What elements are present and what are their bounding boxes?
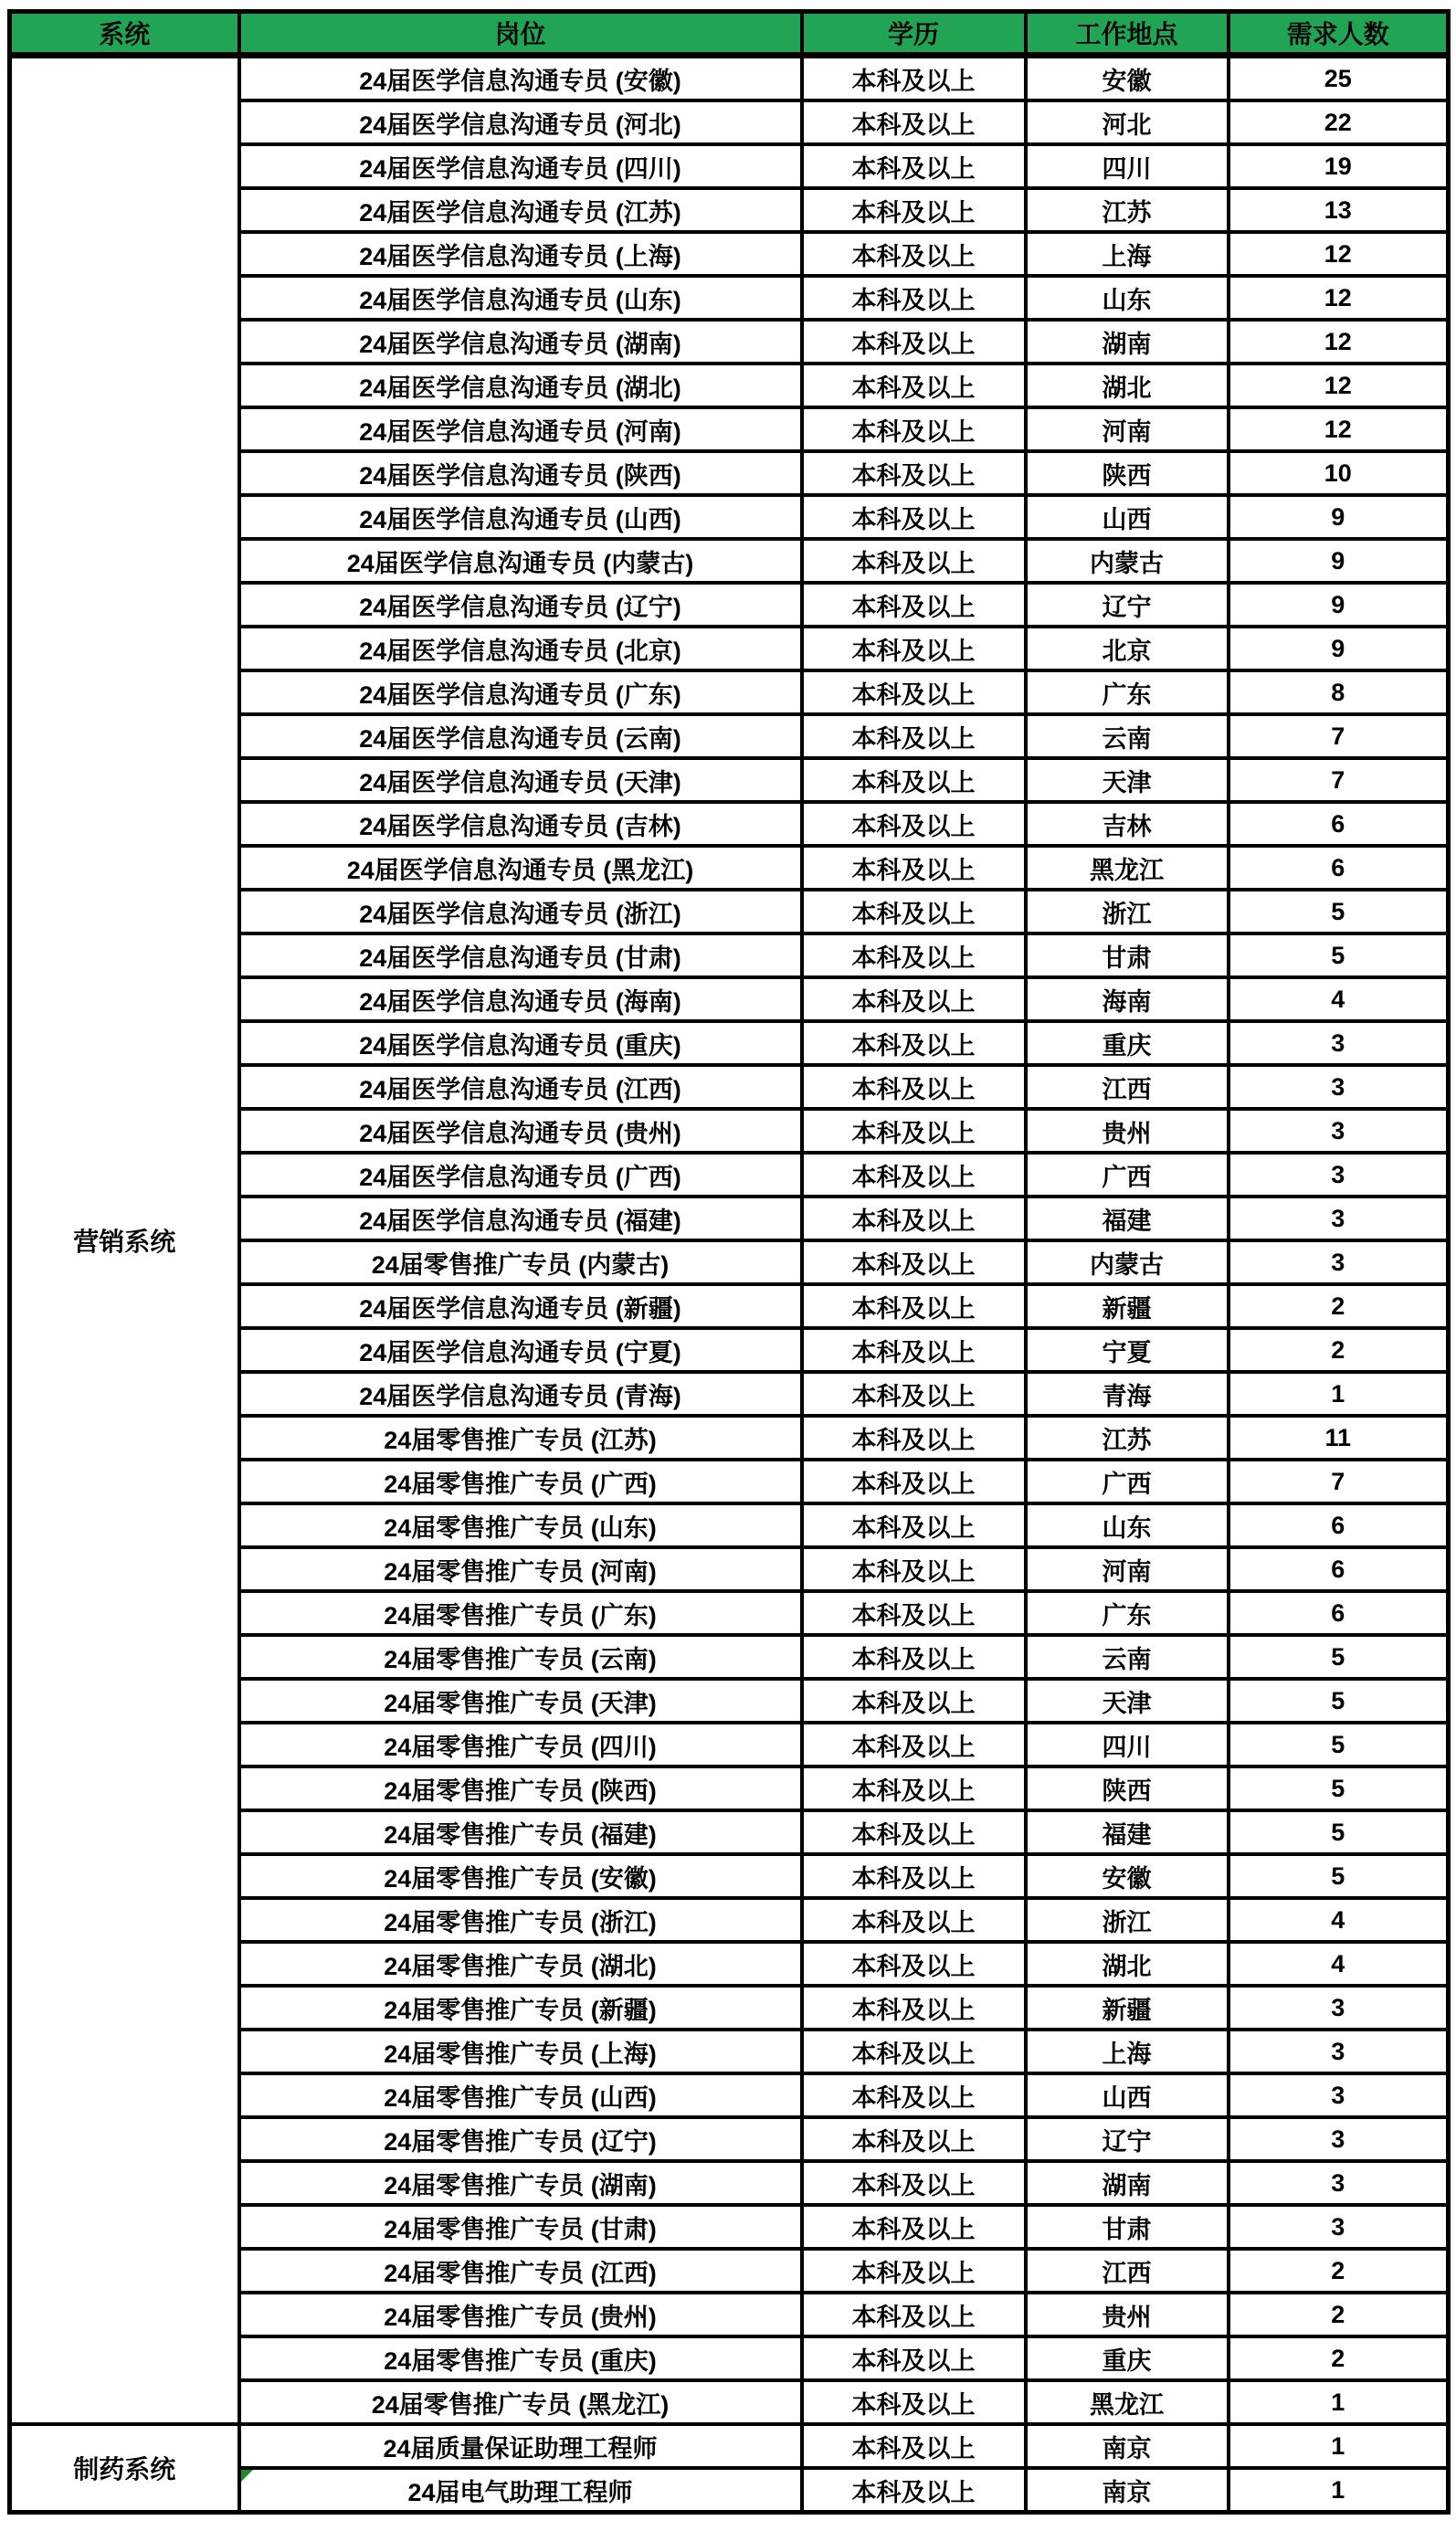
location-cell: 湖北: [1026, 364, 1229, 407]
location-cell: 黑龙江: [1026, 2380, 1229, 2424]
position-cell: 24届零售推广专员 (安徽): [239, 1854, 802, 1898]
location-cell: 湖南: [1026, 2161, 1229, 2205]
count-cell: 9: [1229, 627, 1449, 670]
header-education: 学历: [802, 12, 1026, 56]
education-cell: 本科及以上: [802, 1635, 1026, 1679]
count-cell: 2: [1229, 2293, 1449, 2336]
count-cell: 3: [1229, 1065, 1449, 1109]
education-cell: 本科及以上: [802, 1153, 1026, 1197]
location-cell: 四川: [1026, 1723, 1229, 1766]
position-cell: 24届医学信息沟通专员 (四川): [239, 144, 802, 188]
location-cell: 南京: [1026, 2424, 1229, 2468]
position-cell: 24届医学信息沟通专员 (辽宁): [239, 583, 802, 627]
count-cell: 13: [1229, 188, 1449, 232]
education-cell: 本科及以上: [802, 276, 1026, 320]
header-system: 系统: [10, 12, 239, 56]
location-cell: 宁夏: [1026, 1328, 1229, 1372]
education-cell: 本科及以上: [802, 495, 1026, 539]
location-cell: 辽宁: [1026, 583, 1229, 627]
education-cell: 本科及以上: [802, 1109, 1026, 1153]
location-cell: 湖北: [1026, 1942, 1229, 1986]
location-cell: 福建: [1026, 1810, 1229, 1854]
count-cell: 10: [1229, 451, 1449, 495]
location-cell: 山东: [1026, 1503, 1229, 1547]
education-cell: 本科及以上: [802, 1591, 1026, 1635]
count-cell: 2: [1229, 1284, 1449, 1328]
count-cell: 12: [1229, 276, 1449, 320]
position-cell: 24届零售推广专员 (江西): [239, 2249, 802, 2293]
position-cell: 24届医学信息沟通专员 (湖北): [239, 364, 802, 407]
location-cell: 江西: [1026, 2249, 1229, 2293]
education-cell: 本科及以上: [802, 890, 1026, 933]
position-cell: 24届零售推广专员 (贵州): [239, 2293, 802, 2336]
count-cell: 5: [1229, 890, 1449, 933]
position-cell: 24届医学信息沟通专员 (云南): [239, 714, 802, 758]
location-cell: 新疆: [1026, 1284, 1229, 1328]
education-cell: 本科及以上: [802, 627, 1026, 670]
education-cell: 本科及以上: [802, 2030, 1026, 2073]
education-cell: 本科及以上: [802, 2249, 1026, 2293]
position-cell: 24届医学信息沟通专员 (黑龙江): [239, 846, 802, 890]
education-cell: 本科及以上: [802, 2424, 1026, 2468]
position-cell: 24届医学信息沟通专员 (北京): [239, 627, 802, 670]
education-cell: 本科及以上: [802, 1240, 1026, 1284]
position-cell: 24届医学信息沟通专员 (山东): [239, 276, 802, 320]
count-cell: 3: [1229, 2205, 1449, 2249]
count-cell: 7: [1229, 1460, 1449, 1503]
position-cell: 24届零售推广专员 (山西): [239, 2073, 802, 2117]
location-cell: 江西: [1026, 1065, 1229, 1109]
count-cell: 6: [1229, 1591, 1449, 1635]
position-cell: 24届医学信息沟通专员 (湖南): [239, 320, 802, 364]
position-cell: 24届医学信息沟通专员 (山西): [239, 495, 802, 539]
education-cell: 本科及以上: [802, 1547, 1026, 1591]
system-cell: 制药系统: [10, 2424, 239, 2513]
position-cell: 24届医学信息沟通专员 (宁夏): [239, 1328, 802, 1372]
education-cell: 本科及以上: [802, 1986, 1026, 2030]
location-cell: 山东: [1026, 276, 1229, 320]
position-cell: 24届医学信息沟通专员 (青海): [239, 1372, 802, 1416]
count-cell: 4: [1229, 977, 1449, 1021]
education-cell: 本科及以上: [802, 2117, 1026, 2161]
header-count: 需求人数: [1229, 12, 1449, 56]
job-table: [7, 9, 1451, 2515]
education-cell: 本科及以上: [802, 1679, 1026, 1723]
location-cell: 北京: [1026, 627, 1229, 670]
education-cell: 本科及以上: [802, 1416, 1026, 1460]
location-cell: 贵州: [1026, 1109, 1229, 1153]
education-cell: 本科及以上: [802, 1942, 1026, 1986]
position-cell: 24届零售推广专员 (甘肃): [239, 2205, 802, 2249]
location-cell: 安徽: [1026, 1854, 1229, 1898]
education-cell: 本科及以上: [802, 802, 1026, 846]
count-cell: 22: [1229, 100, 1449, 144]
position-cell: 24届医学信息沟通专员 (甘肃): [239, 933, 802, 977]
education-cell: 本科及以上: [802, 1854, 1026, 1898]
position-cell: 24届零售推广专员 (湖北): [239, 1942, 802, 1986]
location-cell: 黑龙江: [1026, 846, 1229, 890]
location-cell: 天津: [1026, 758, 1229, 802]
location-cell: 福建: [1026, 1197, 1229, 1240]
location-cell: 广西: [1026, 1153, 1229, 1197]
position-cell: 24届医学信息沟通专员 (天津): [239, 758, 802, 802]
position-cell: 24届零售推广专员 (山东): [239, 1503, 802, 1547]
location-cell: 内蒙古: [1026, 539, 1229, 583]
location-cell: 辽宁: [1026, 2117, 1229, 2161]
location-cell: 广西: [1026, 1460, 1229, 1503]
position-cell: 24届医学信息沟通专员 (浙江): [239, 890, 802, 933]
count-cell: 2: [1229, 1328, 1449, 1372]
position-cell: 24届电气助理工程师: [239, 2468, 802, 2513]
count-cell: 6: [1229, 1547, 1449, 1591]
count-cell: 3: [1229, 1021, 1449, 1065]
count-cell: 12: [1229, 364, 1449, 407]
position-cell: 24届零售推广专员 (内蒙古): [239, 1240, 802, 1284]
education-cell: 本科及以上: [802, 2205, 1026, 2249]
count-cell: 2: [1229, 2249, 1449, 2293]
count-cell: 1: [1229, 2380, 1449, 2424]
count-cell: 3: [1229, 1109, 1449, 1153]
location-cell: 内蒙古: [1026, 1240, 1229, 1284]
table-row: [10, 56, 1449, 101]
location-cell: 上海: [1026, 2030, 1229, 2073]
count-cell: 5: [1229, 1766, 1449, 1810]
education-cell: 本科及以上: [802, 977, 1026, 1021]
count-cell: 25: [1229, 56, 1449, 101]
count-cell: 9: [1229, 539, 1449, 583]
location-cell: 山西: [1026, 2073, 1229, 2117]
count-cell: 3: [1229, 2161, 1449, 2205]
location-cell: 重庆: [1026, 1021, 1229, 1065]
count-cell: 5: [1229, 1854, 1449, 1898]
location-cell: 四川: [1026, 144, 1229, 188]
position-cell: 24届零售推广专员 (陕西): [239, 1766, 802, 1810]
position-cell: 24届医学信息沟通专员 (陕西): [239, 451, 802, 495]
position-cell: 24届零售推广专员 (辽宁): [239, 2117, 802, 2161]
position-cell: 24届零售推广专员 (福建): [239, 1810, 802, 1854]
location-cell: 吉林: [1026, 802, 1229, 846]
location-cell: 南京: [1026, 2468, 1229, 2513]
location-cell: 河北: [1026, 100, 1229, 144]
count-cell: 7: [1229, 714, 1449, 758]
count-cell: 3: [1229, 1153, 1449, 1197]
education-cell: 本科及以上: [802, 2073, 1026, 2117]
count-cell: 5: [1229, 1679, 1449, 1723]
position-cell: 24届医学信息沟通专员 (上海): [239, 232, 802, 276]
education-cell: 本科及以上: [802, 1766, 1026, 1810]
count-cell: 9: [1229, 495, 1449, 539]
position-cell: 24届医学信息沟通专员 (河北): [239, 100, 802, 144]
education-cell: 本科及以上: [802, 1372, 1026, 1416]
count-cell: 5: [1229, 1723, 1449, 1766]
education-cell: 本科及以上: [802, 1723, 1026, 1766]
count-cell: 5: [1229, 1810, 1449, 1854]
education-cell: 本科及以上: [802, 1810, 1026, 1854]
education-cell: 本科及以上: [802, 2336, 1026, 2380]
count-cell: 12: [1229, 232, 1449, 276]
location-cell: 甘肃: [1026, 933, 1229, 977]
count-cell: 3: [1229, 1197, 1449, 1240]
location-cell: 云南: [1026, 714, 1229, 758]
position-cell: 24届零售推广专员 (新疆): [239, 1986, 802, 2030]
location-cell: 河南: [1026, 407, 1229, 451]
location-cell: 上海: [1026, 232, 1229, 276]
location-cell: 陕西: [1026, 451, 1229, 495]
location-cell: 江苏: [1026, 1416, 1229, 1460]
location-cell: 云南: [1026, 1635, 1229, 1679]
location-cell: 青海: [1026, 1372, 1229, 1416]
position-cell: 24届零售推广专员 (四川): [239, 1723, 802, 1766]
education-cell: 本科及以上: [802, 1065, 1026, 1109]
position-cell: 24届零售推广专员 (重庆): [239, 2336, 802, 2380]
education-cell: 本科及以上: [802, 1898, 1026, 1942]
position-cell: 24届医学信息沟通专员 (广西): [239, 1153, 802, 1197]
location-cell: 湖南: [1026, 320, 1229, 364]
position-cell: 24届医学信息沟通专员 (福建): [239, 1197, 802, 1240]
education-cell: 本科及以上: [802, 933, 1026, 977]
location-cell: 重庆: [1026, 2336, 1229, 2380]
education-cell: 本科及以上: [802, 2161, 1026, 2205]
count-cell: 19: [1229, 144, 1449, 188]
position-cell: 24届医学信息沟通专员 (江苏): [239, 188, 802, 232]
location-cell: 陕西: [1026, 1766, 1229, 1810]
position-cell: 24届零售推广专员 (黑龙江): [239, 2380, 802, 2424]
education-cell: 本科及以上: [802, 188, 1026, 232]
location-cell: 天津: [1026, 1679, 1229, 1723]
count-cell: 4: [1229, 1942, 1449, 1986]
count-cell: 1: [1229, 2468, 1449, 2513]
education-cell: 本科及以上: [802, 583, 1026, 627]
education-cell: 本科及以上: [802, 2380, 1026, 2424]
position-cell: 24届医学信息沟通专员 (安徽): [239, 56, 802, 101]
location-cell: 广东: [1026, 1591, 1229, 1635]
position-cell: 24届医学信息沟通专员 (江西): [239, 1065, 802, 1109]
count-cell: 3: [1229, 1240, 1449, 1284]
education-cell: 本科及以上: [802, 451, 1026, 495]
location-cell: 广东: [1026, 670, 1229, 714]
location-cell: 河南: [1026, 1547, 1229, 1591]
count-cell: 5: [1229, 933, 1449, 977]
position-cell: 24届医学信息沟通专员 (河南): [239, 407, 802, 451]
position-cell: 24届医学信息沟通专员 (新疆): [239, 1284, 802, 1328]
count-cell: 6: [1229, 846, 1449, 890]
count-cell: 8: [1229, 670, 1449, 714]
count-cell: 3: [1229, 1986, 1449, 2030]
position-cell: 24届零售推广专员 (上海): [239, 2030, 802, 2073]
table-header: [10, 12, 1449, 56]
header-location: 工作地点: [1026, 12, 1229, 56]
position-cell: 24届医学信息沟通专员 (海南): [239, 977, 802, 1021]
education-cell: 本科及以上: [802, 1284, 1026, 1328]
count-cell: 4: [1229, 1898, 1449, 1942]
position-cell: 24届零售推广专员 (湖南): [239, 2161, 802, 2205]
count-cell: 3: [1229, 2117, 1449, 2161]
position-cell: 24届医学信息沟通专员 (内蒙古): [239, 539, 802, 583]
location-cell: 山西: [1026, 495, 1229, 539]
header-row: [10, 12, 1449, 56]
education-cell: 本科及以上: [802, 670, 1026, 714]
education-cell: 本科及以上: [802, 2293, 1026, 2336]
education-cell: 本科及以上: [802, 144, 1026, 188]
count-cell: 2: [1229, 2336, 1449, 2380]
position-cell: 24届医学信息沟通专员 (广东): [239, 670, 802, 714]
position-cell: 24届零售推广专员 (江苏): [239, 1416, 802, 1460]
position-cell: 24届质量保证助理工程师: [239, 2424, 802, 2468]
count-cell: 6: [1229, 802, 1449, 846]
position-cell: 24届医学信息沟通专员 (吉林): [239, 802, 802, 846]
count-cell: 12: [1229, 320, 1449, 364]
system-cell: 营销系统: [10, 56, 239, 2425]
education-cell: 本科及以上: [802, 1503, 1026, 1547]
location-cell: 安徽: [1026, 56, 1229, 101]
position-cell: 24届零售推广专员 (广东): [239, 1591, 802, 1635]
cell-corner-flag-icon: [241, 2470, 253, 2482]
count-cell: 7: [1229, 758, 1449, 802]
education-cell: 本科及以上: [802, 2468, 1026, 2513]
education-cell: 本科及以上: [802, 714, 1026, 758]
position-cell: 24届零售推广专员 (天津): [239, 1679, 802, 1723]
count-cell: 3: [1229, 2073, 1449, 2117]
position-cell: 24届医学信息沟通专员 (贵州): [239, 1109, 802, 1153]
count-cell: 11: [1229, 1416, 1449, 1460]
education-cell: 本科及以上: [802, 100, 1026, 144]
count-cell: 9: [1229, 583, 1449, 627]
education-cell: 本科及以上: [802, 846, 1026, 890]
position-cell: 24届零售推广专员 (河南): [239, 1547, 802, 1591]
location-cell: 海南: [1026, 977, 1229, 1021]
education-cell: 本科及以上: [802, 364, 1026, 407]
location-cell: 甘肃: [1026, 2205, 1229, 2249]
location-cell: 江苏: [1026, 188, 1229, 232]
education-cell: 本科及以上: [802, 1197, 1026, 1240]
position-cell: 24届零售推广专员 (浙江): [239, 1898, 802, 1942]
education-cell: 本科及以上: [802, 1328, 1026, 1372]
count-cell: 12: [1229, 407, 1449, 451]
count-cell: 1: [1229, 2424, 1449, 2468]
education-cell: 本科及以上: [802, 539, 1026, 583]
education-cell: 本科及以上: [802, 320, 1026, 364]
position-cell: 24届零售推广专员 (广西): [239, 1460, 802, 1503]
position-cell: 24届零售推广专员 (云南): [239, 1635, 802, 1679]
education-cell: 本科及以上: [802, 232, 1026, 276]
table-row: [10, 2424, 1449, 2468]
education-cell: 本科及以上: [802, 1460, 1026, 1503]
education-cell: 本科及以上: [802, 758, 1026, 802]
education-cell: 本科及以上: [802, 407, 1026, 451]
table-body: [10, 56, 1449, 2513]
education-cell: 本科及以上: [802, 1021, 1026, 1065]
count-cell: 5: [1229, 1635, 1449, 1679]
header-position: 岗位: [239, 12, 802, 56]
location-cell: 浙江: [1026, 1898, 1229, 1942]
count-cell: 3: [1229, 2030, 1449, 2073]
location-cell: 贵州: [1026, 2293, 1229, 2336]
location-cell: 浙江: [1026, 890, 1229, 933]
education-cell: 本科及以上: [802, 56, 1026, 101]
position-cell: 24届医学信息沟通专员 (重庆): [239, 1021, 802, 1065]
count-cell: 6: [1229, 1503, 1449, 1547]
count-cell: 1: [1229, 1372, 1449, 1416]
location-cell: 新疆: [1026, 1986, 1229, 2030]
